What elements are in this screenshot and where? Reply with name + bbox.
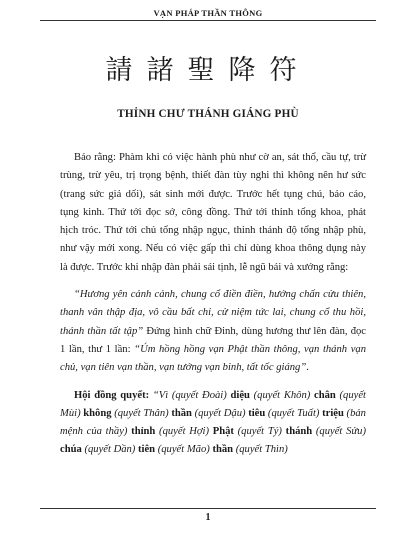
hoi-dong-heading: Hội đồng quyết — [74, 389, 146, 401]
hoi-dong-word: chân — [314, 389, 336, 401]
hoi-dong-note: (bản mệnh của thầy) — [60, 407, 366, 438]
hoi-dong-word: không — [83, 407, 112, 419]
hoi-dong-note: (quyết Dần) — [81, 444, 138, 456]
hoi-dong-note: (quyết Mùi) — [60, 389, 366, 419]
hoi-dong-word: thần — [171, 407, 192, 419]
invocation-chant: “Úm hồng hồng vạn Phật thần thông, vạn thánh vạn chủ, vạn tiên vạn thần, vạn tướng vạn binh, tất tốc giáng” — [60, 343, 366, 374]
hoi-dong-note: (quyết Hợi) — [155, 426, 213, 438]
hoi-dong-note: (quyết Sửu) — [312, 426, 366, 438]
header-rule — [40, 20, 376, 21]
paragraph-intro: Bảo rằng: Phàm khi có việc hành phù như cờ an, sát thổ, cầu tự, trừ trùng, trừ yêu, trị trọng bệnh, thiết đàn tùy nghi thì không nên hư sức (trang sức giả dối), sát sinh mới được. Trước hết tụng chú, bảo cáo, tụng kinh. Thứ tới đọc sớ, công đồng. Thứ tới thỉnh tổng khoa, phát hịch tróc. Thứ tới chủ tổng nhập ngục, thỉnh thánh độ tổng nhập phù, như vậy mới xong. Nếu có việc gấp thì chỉ dùng khoa thông dụng này là được. Trước khi nhập đàn phải sái tịnh, lễ ngũ bái và xướng rằng: — [60, 152, 366, 273]
running-header: VẠN PHÁP THẦN THÔNG — [153, 8, 263, 18]
hoi-dong-note: (quyết Dậu) — [191, 407, 249, 419]
hoi-dong-note: (quyết Thìn) — [233, 444, 288, 456]
hoi-dong-word: thỉnh — [131, 426, 156, 438]
hoi-dong-note: (quyết Khôn) — [249, 389, 315, 401]
hoi-dong-text: “Vì (quyết Đoài) — [152, 389, 231, 401]
hoi-dong-word: triệu — [322, 407, 344, 419]
page-number: 1 — [205, 512, 211, 523]
hoi-dong-colon: : — [145, 389, 153, 401]
paragraph-hoi-dong — [60, 387, 366, 460]
invocation-instruction: Đứng hình chữ Đinh, dùng hương thư lên đàn, đọc 1 lần, thư 1 lần: — [60, 325, 366, 355]
paragraph-invocation — [60, 286, 366, 377]
hoi-dong-word: Phật — [212, 426, 234, 438]
hoi-dong-word: thần — [212, 444, 234, 456]
hoi-dong-word: tiên — [137, 444, 156, 456]
hoi-dong-word: diệu — [230, 389, 250, 401]
hoi-dong-note: (quyết Thân) — [111, 407, 172, 419]
hoi-dong-note: (quyết Tuất) — [265, 407, 323, 419]
invocation-quote: “Hương yên cảnh cảnh, chung cổ điền điền, hướng chấn cửu thiên, thanh vân thập địa, vô cầu bất chỉ, cử niệm tức lai, chung cổ thu hồi, thánh thần tất tập” — [60, 289, 366, 337]
section-title: THỈNH CHƯ THÁNH GIÁNG PHÙ — [117, 108, 299, 120]
hoi-dong-note: (quyết Tý) — [233, 426, 286, 438]
hoi-dong-word: tiêu — [248, 407, 266, 419]
invocation-period: . — [306, 362, 309, 374]
body-text — [60, 149, 366, 460]
footer-rule — [40, 508, 376, 509]
hoi-dong-word: thánh — [285, 426, 313, 438]
hoi-dong-word: chúa — [60, 444, 82, 456]
hoi-dong-note: (quyết Mão) — [155, 444, 213, 456]
cjk-title: 請諸聖降符 — [105, 55, 311, 86]
